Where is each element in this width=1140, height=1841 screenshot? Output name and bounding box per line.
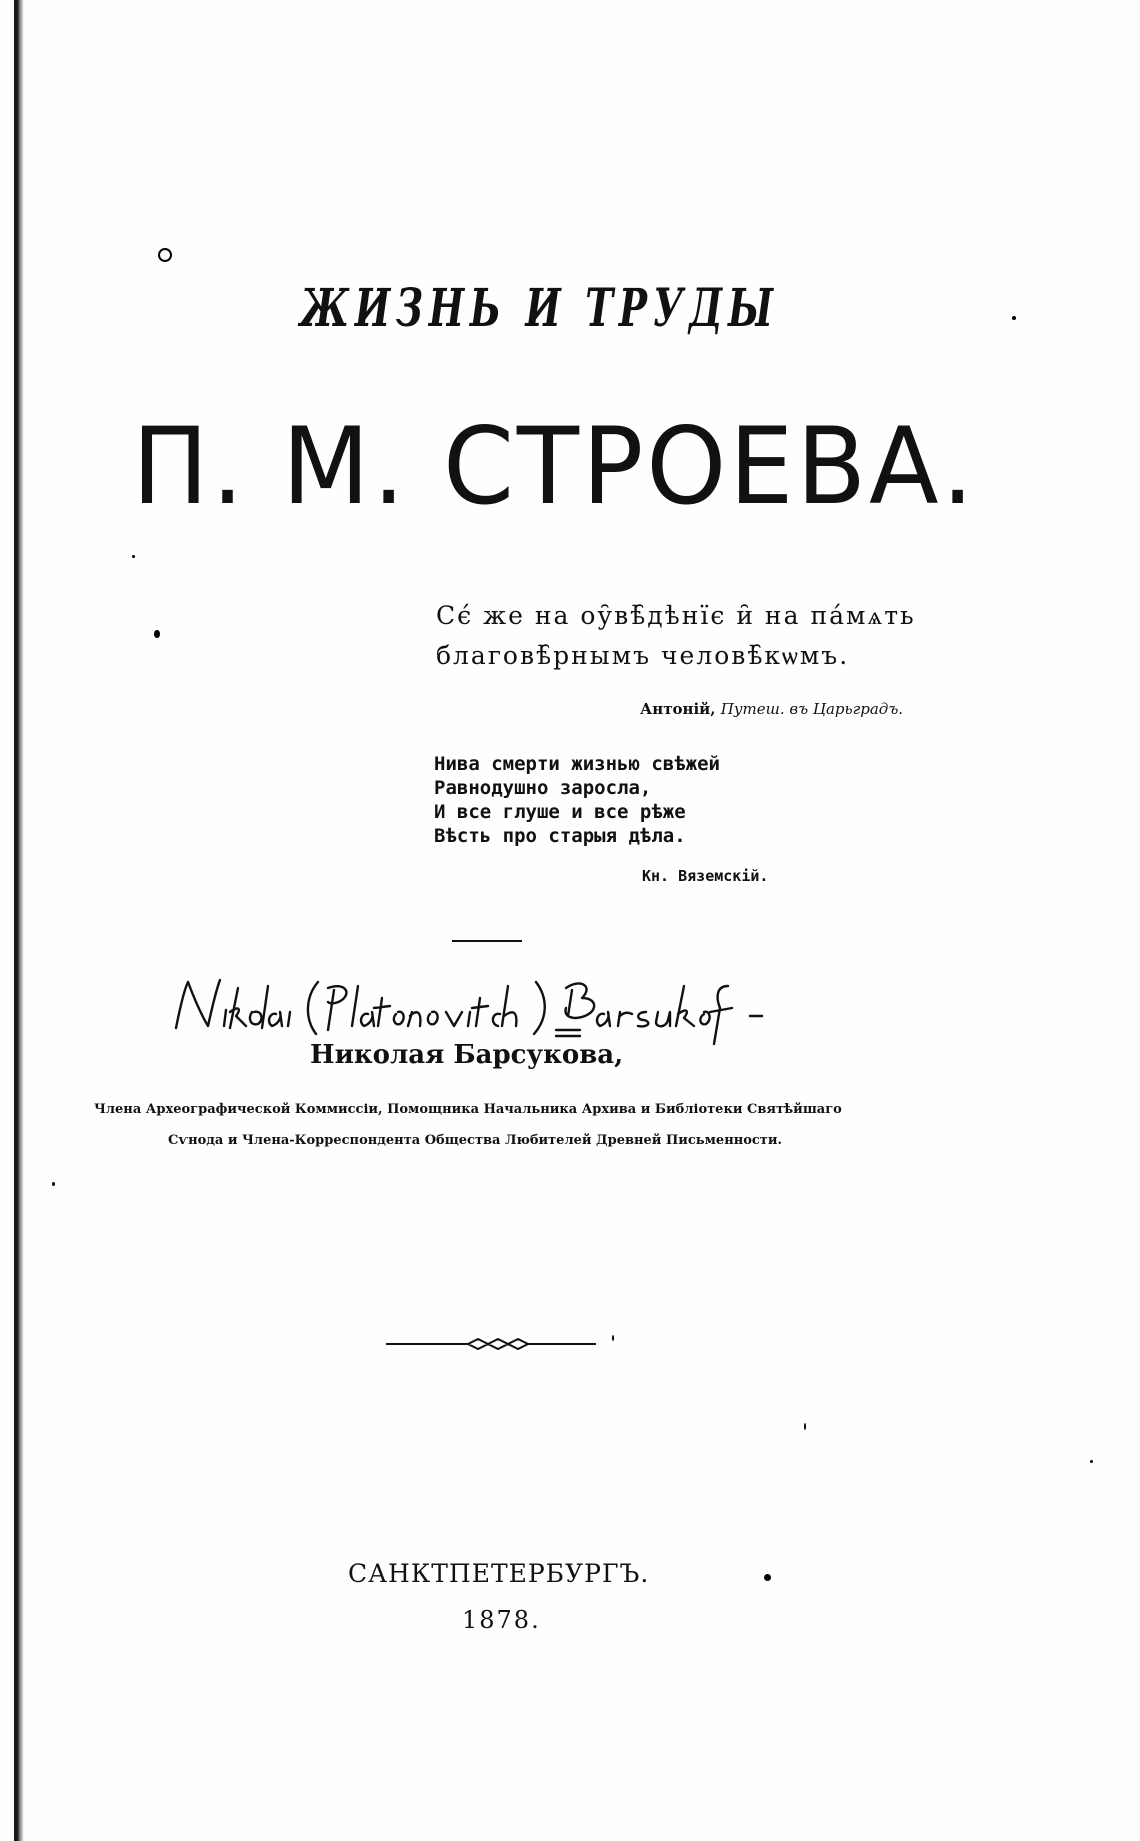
publication-year: 1878. [462, 1606, 541, 1634]
ink-speck [52, 1182, 55, 1186]
poem-attribution: Кн. Вяземскій. [642, 867, 769, 885]
epigraph-line: Сє́ же на оу̑вѣ̑дѣнїє и̑ на па́мѧть [436, 601, 916, 630]
author-affiliation [94, 1094, 1054, 1156]
attribution-name: Антоній, [640, 700, 716, 718]
ink-speck [764, 1574, 771, 1581]
epigraph-line: благовѣ̑рнымъ человѣ̑кѡмъ. [436, 641, 850, 670]
ink-speck [158, 248, 172, 262]
author-name: Николая Барсукова, [310, 1040, 624, 1070]
publication-place: САНКТПЕТЕРБУРГЪ. [348, 1559, 650, 1588]
divider-rule [452, 940, 522, 942]
ink-speck [132, 555, 135, 558]
poem-line: И все глуше и все рѣже [434, 801, 686, 823]
ink-speck [804, 1423, 806, 1430]
handwritten-signature [168, 968, 1008, 1048]
ornamental-rule [386, 1336, 596, 1352]
title-line-2: П. М. СТРОЕВА. [132, 405, 977, 528]
slavonic-epigraph [436, 596, 996, 676]
poem-line: Равнодушно заросла, [434, 777, 652, 799]
affiliation-line: Сѵнода и Члена-Корреспондента Общества Любителей Древней Письменности. [168, 1133, 783, 1148]
affiliation-line: Члена Археографической Коммиссіи, Помощника Начальника Архива и Библіотеки Святѣйшаго [94, 1102, 842, 1117]
ink-speck [1090, 1460, 1093, 1463]
poem-line: Вѣсть про старыя дѣла. [434, 825, 686, 847]
poem-line: Нива смерти жизнью свѣжей [434, 753, 720, 775]
epigraph-attribution [640, 700, 903, 718]
ink-speck [154, 630, 160, 638]
page-edge-shadow [14, 0, 24, 1841]
title-line-1: ЖИЗНЬ И ТРУДЫ [300, 278, 779, 339]
attribution-work: Путеш. въ Царьградъ. [720, 700, 904, 718]
ink-speck [612, 1335, 614, 1341]
poem-epigraph [434, 752, 720, 848]
ink-speck [1012, 316, 1016, 320]
